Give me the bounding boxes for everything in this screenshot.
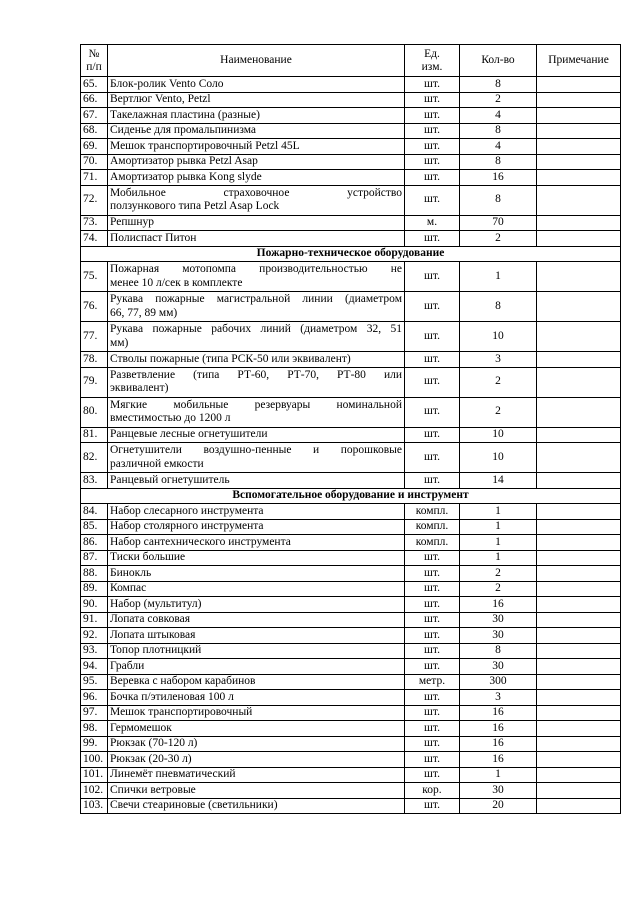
row-unit: шт. xyxy=(405,322,460,352)
table-row xyxy=(81,473,621,489)
row-name: Мешок транспортировочный xyxy=(108,705,405,721)
row-name: Свечи стеариновые (светильники) xyxy=(108,798,405,814)
row-quantity: 300 xyxy=(460,674,537,690)
row-name-line1: Разветвление (типа РТ-60, РТ-70, РТ-80 или xyxy=(110,368,402,381)
row-name: Мешок транспортировочный Petzl 45L xyxy=(108,139,405,155)
row-name-line2: различной емкости xyxy=(110,457,204,470)
row-unit: шт. xyxy=(405,443,460,473)
row-note xyxy=(537,519,621,535)
row-name: Ранцевые лесные огнетушители xyxy=(108,427,405,443)
row-name: Веревка с набором карабинов xyxy=(108,674,405,690)
row-quantity: 2 xyxy=(460,581,537,597)
row-name-line1: Пожарная мотопомпа производительностью не xyxy=(110,263,402,275)
row-name xyxy=(108,322,405,352)
row-name: Блок-ролик Vento Соло xyxy=(108,77,405,93)
table-row xyxy=(81,783,621,799)
row-note xyxy=(537,752,621,768)
header-name: Наименование xyxy=(108,45,405,77)
row-name: Ранцевый огнетушитель xyxy=(108,473,405,489)
row-unit: шт. xyxy=(405,690,460,706)
row-unit: шт. xyxy=(405,231,460,247)
row-number: 99. xyxy=(81,736,108,752)
row-number: 69. xyxy=(81,139,108,155)
row-quantity: 8 xyxy=(460,292,537,322)
row-number: 66. xyxy=(81,92,108,108)
table-row xyxy=(81,504,621,520)
row-unit: шт. xyxy=(405,736,460,752)
row-number: 82. xyxy=(81,443,108,473)
row-unit: шт. xyxy=(405,752,460,768)
table-row xyxy=(81,767,621,783)
row-name-line2: ползункового типа Petzl Asap Lock xyxy=(110,200,280,212)
row-note xyxy=(537,535,621,551)
row-note xyxy=(537,504,621,520)
table-row xyxy=(81,628,621,644)
row-quantity: 4 xyxy=(460,108,537,124)
row-quantity: 3 xyxy=(460,352,537,368)
section-row xyxy=(81,246,621,262)
row-note xyxy=(537,473,621,489)
row-number: 94. xyxy=(81,659,108,675)
table-row xyxy=(81,185,621,215)
row-note xyxy=(537,674,621,690)
row-name-line1: Огнетушители воздушно-пенные и порошковые xyxy=(110,444,402,456)
row-unit: шт. xyxy=(405,705,460,721)
row-quantity: 16 xyxy=(460,170,537,186)
row-name: Лопата совковая xyxy=(108,612,405,628)
row-note xyxy=(537,367,621,397)
row-unit: шт. xyxy=(405,92,460,108)
row-quantity: 8 xyxy=(460,643,537,659)
row-number: 81. xyxy=(81,427,108,443)
row-unit: шт. xyxy=(405,123,460,139)
table-row xyxy=(81,612,621,628)
row-name: Спички ветровые xyxy=(108,783,405,799)
table-row xyxy=(81,721,621,737)
row-quantity: 16 xyxy=(460,752,537,768)
row-unit: шт. xyxy=(405,367,460,397)
row-name-line2: эквивалент) xyxy=(110,382,169,394)
row-note xyxy=(537,292,621,322)
row-quantity: 20 xyxy=(460,798,537,814)
row-note xyxy=(537,185,621,215)
row-note xyxy=(537,397,621,427)
row-name: Амортизатор рывка Petzl Asap xyxy=(108,154,405,170)
row-number: 103. xyxy=(81,798,108,814)
table-row xyxy=(81,519,621,535)
row-quantity: 10 xyxy=(460,322,537,352)
row-name: Лопата штыковая xyxy=(108,628,405,644)
row-unit: компл. xyxy=(405,519,460,535)
row-quantity: 14 xyxy=(460,473,537,489)
row-unit: шт. xyxy=(405,108,460,124)
row-quantity: 30 xyxy=(460,628,537,644)
row-unit: м. xyxy=(405,215,460,231)
row-name xyxy=(108,367,405,397)
row-number: 73. xyxy=(81,215,108,231)
row-unit: шт. xyxy=(405,427,460,443)
row-name-line1: Рукава пожарные рабочих линий (диаметром 32, 51 xyxy=(110,323,402,335)
row-name: Гермомешок xyxy=(108,721,405,737)
table-row xyxy=(81,77,621,93)
row-name: Бинокль xyxy=(108,566,405,582)
row-name: Бочка п/этиленовая 100 л xyxy=(108,690,405,706)
row-unit: шт. xyxy=(405,292,460,322)
section-title: Пожарно-техническое оборудование xyxy=(81,246,621,262)
row-number: 98. xyxy=(81,721,108,737)
row-unit: шт. xyxy=(405,397,460,427)
table-row xyxy=(81,352,621,368)
row-number: 75. xyxy=(81,262,108,292)
table-row xyxy=(81,690,621,706)
table-row xyxy=(81,292,621,322)
table-row xyxy=(81,231,621,247)
row-unit: шт. xyxy=(405,352,460,368)
row-number: 97. xyxy=(81,705,108,721)
row-quantity: 2 xyxy=(460,92,537,108)
header-unit: Ед. изм. xyxy=(405,45,460,77)
table-row xyxy=(81,154,621,170)
row-note xyxy=(537,721,621,737)
row-unit: шт. xyxy=(405,643,460,659)
row-name: Набор столярного инструмента xyxy=(108,519,405,535)
header-qty: Кол-во xyxy=(460,45,537,77)
row-number: 77. xyxy=(81,322,108,352)
row-name: Репшнур xyxy=(108,215,405,231)
table-row xyxy=(81,674,621,690)
row-note xyxy=(537,736,621,752)
row-number: 88. xyxy=(81,566,108,582)
row-quantity: 8 xyxy=(460,185,537,215)
header-row xyxy=(81,45,621,77)
row-name-line2: мм) xyxy=(110,336,129,349)
equipment-table xyxy=(80,44,621,814)
row-name xyxy=(108,262,405,292)
row-quantity: 10 xyxy=(460,443,537,473)
row-name: Рюкзак (70-120 л) xyxy=(108,736,405,752)
table-row xyxy=(81,92,621,108)
row-number: 78. xyxy=(81,352,108,368)
row-note xyxy=(537,783,621,799)
row-quantity: 16 xyxy=(460,721,537,737)
row-number: 86. xyxy=(81,535,108,551)
table-row xyxy=(81,597,621,613)
header-note: Примечание xyxy=(537,45,621,77)
row-number: 89. xyxy=(81,581,108,597)
row-unit: шт. xyxy=(405,566,460,582)
row-number: 83. xyxy=(81,473,108,489)
table-row xyxy=(81,659,621,675)
row-name: Набор слесарного инструмента xyxy=(108,504,405,520)
row-number: 67. xyxy=(81,108,108,124)
row-number: 76. xyxy=(81,292,108,322)
table-row xyxy=(81,643,621,659)
row-note xyxy=(537,550,621,566)
row-unit: метр. xyxy=(405,674,460,690)
row-name xyxy=(108,397,405,427)
table-row xyxy=(81,566,621,582)
row-number: 101. xyxy=(81,767,108,783)
row-quantity: 16 xyxy=(460,705,537,721)
table-row xyxy=(81,170,621,186)
row-name-line1: Мобильное страховочное устройство xyxy=(110,186,402,199)
table-body xyxy=(81,77,621,814)
row-number: 96. xyxy=(81,690,108,706)
row-note xyxy=(537,643,621,659)
row-note xyxy=(537,581,621,597)
row-unit: шт. xyxy=(405,628,460,644)
row-unit: шт. xyxy=(405,262,460,292)
row-note xyxy=(537,659,621,675)
row-number: 65. xyxy=(81,77,108,93)
table-row xyxy=(81,262,621,292)
row-unit: шт. xyxy=(405,185,460,215)
row-name: Полиспаст Питон xyxy=(108,231,405,247)
row-number: 93. xyxy=(81,643,108,659)
row-quantity: 1 xyxy=(460,504,537,520)
row-unit: шт. xyxy=(405,581,460,597)
row-name: Тиски большие xyxy=(108,550,405,566)
row-quantity: 8 xyxy=(460,154,537,170)
table-row xyxy=(81,215,621,231)
row-note xyxy=(537,597,621,613)
row-number: 102. xyxy=(81,783,108,799)
row-quantity: 1 xyxy=(460,262,537,292)
table-row xyxy=(81,108,621,124)
row-name: Топор плотницкий xyxy=(108,643,405,659)
row-number: 91. xyxy=(81,612,108,628)
table-row xyxy=(81,752,621,768)
row-number: 87. xyxy=(81,550,108,566)
table-row xyxy=(81,535,621,551)
row-name xyxy=(108,443,405,473)
row-number: 68. xyxy=(81,123,108,139)
table-row xyxy=(81,123,621,139)
row-quantity: 16 xyxy=(460,597,537,613)
row-note xyxy=(537,705,621,721)
row-note xyxy=(537,92,621,108)
row-number: 95. xyxy=(81,674,108,690)
row-unit: компл. xyxy=(405,504,460,520)
row-unit: шт. xyxy=(405,550,460,566)
row-quantity: 4 xyxy=(460,139,537,155)
row-unit: шт. xyxy=(405,170,460,186)
row-number: 100. xyxy=(81,752,108,768)
row-note xyxy=(537,443,621,473)
row-number: 80. xyxy=(81,397,108,427)
row-number: 70. xyxy=(81,154,108,170)
row-note xyxy=(537,123,621,139)
row-note xyxy=(537,108,621,124)
row-note xyxy=(537,690,621,706)
row-quantity: 2 xyxy=(460,566,537,582)
table-row xyxy=(81,397,621,427)
row-number: 79. xyxy=(81,367,108,397)
row-quantity: 2 xyxy=(460,397,537,427)
row-name-line2: менее 10 л/сек в комплекте xyxy=(110,276,243,289)
row-name-line1: Мягкие мобильные резервуары номинальной xyxy=(110,398,402,411)
row-note xyxy=(537,352,621,368)
row-name-line2: 66, 77, 89 мм) xyxy=(110,306,178,319)
row-unit: шт. xyxy=(405,798,460,814)
row-unit: шт. xyxy=(405,659,460,675)
table-row xyxy=(81,798,621,814)
row-note xyxy=(537,154,621,170)
row-name: Набор (мультитул) xyxy=(108,597,405,613)
row-name xyxy=(108,292,405,322)
row-unit: шт. xyxy=(405,154,460,170)
table-row xyxy=(81,581,621,597)
row-name: Вертлюг Vento, Petzl xyxy=(108,92,405,108)
table-row xyxy=(81,550,621,566)
row-quantity: 70 xyxy=(460,215,537,231)
row-name: Стволы пожарные (типа РСК-50 или эквивалент) xyxy=(108,352,405,368)
row-name: Рюкзак (20-30 л) xyxy=(108,752,405,768)
table-row xyxy=(81,427,621,443)
row-number: 84. xyxy=(81,504,108,520)
section-title: Вспомогательное оборудование и инструмент xyxy=(81,488,621,504)
row-quantity: 30 xyxy=(460,612,537,628)
row-name: Линемёт пневматический xyxy=(108,767,405,783)
row-number: 92. xyxy=(81,628,108,644)
table-row xyxy=(81,367,621,397)
row-quantity: 1 xyxy=(460,519,537,535)
row-quantity: 10 xyxy=(460,427,537,443)
row-name-line2: вместимостью до 1200 л xyxy=(110,412,231,424)
row-name xyxy=(108,185,405,215)
row-unit: кор. xyxy=(405,783,460,799)
row-note xyxy=(537,170,621,186)
row-unit: шт. xyxy=(405,612,460,628)
row-quantity: 2 xyxy=(460,367,537,397)
row-number: 90. xyxy=(81,597,108,613)
section-row xyxy=(81,488,621,504)
row-unit: шт. xyxy=(405,767,460,783)
row-unit: шт. xyxy=(405,597,460,613)
row-number: 71. xyxy=(81,170,108,186)
row-note xyxy=(537,798,621,814)
row-name: Набор сантехнического инструмента xyxy=(108,535,405,551)
row-quantity: 1 xyxy=(460,535,537,551)
row-quantity: 16 xyxy=(460,736,537,752)
table-row xyxy=(81,443,621,473)
row-note xyxy=(537,139,621,155)
row-quantity: 3 xyxy=(460,690,537,706)
row-name: Компас xyxy=(108,581,405,597)
row-note xyxy=(537,262,621,292)
header-num: № п/п xyxy=(81,45,108,77)
row-unit: шт. xyxy=(405,473,460,489)
row-note xyxy=(537,612,621,628)
row-quantity: 8 xyxy=(460,123,537,139)
row-note xyxy=(537,215,621,231)
row-note xyxy=(537,566,621,582)
row-quantity: 30 xyxy=(460,783,537,799)
row-name: Сиденье для промальпинизма xyxy=(108,123,405,139)
row-quantity: 2 xyxy=(460,231,537,247)
row-quantity: 30 xyxy=(460,659,537,675)
row-number: 74. xyxy=(81,231,108,247)
row-quantity: 8 xyxy=(460,77,537,93)
row-note xyxy=(537,231,621,247)
row-quantity: 1 xyxy=(460,550,537,566)
row-note xyxy=(537,77,621,93)
row-unit: шт. xyxy=(405,139,460,155)
row-note xyxy=(537,767,621,783)
row-number: 85. xyxy=(81,519,108,535)
row-unit: шт. xyxy=(405,77,460,93)
row-quantity: 1 xyxy=(460,767,537,783)
table-row xyxy=(81,705,621,721)
row-name: Грабли xyxy=(108,659,405,675)
row-note xyxy=(537,628,621,644)
table-row xyxy=(81,139,621,155)
table-row xyxy=(81,322,621,352)
row-name: Амортизатор рывка Kong slyde xyxy=(108,170,405,186)
row-note xyxy=(537,322,621,352)
row-name-line1: Рукава пожарные магистральной линии (диаметром xyxy=(110,293,402,305)
row-note xyxy=(537,427,621,443)
row-number: 72. xyxy=(81,185,108,215)
row-name: Такелажная пластина (разные) xyxy=(108,108,405,124)
table-row xyxy=(81,736,621,752)
row-unit: компл. xyxy=(405,535,460,551)
row-unit: шт. xyxy=(405,721,460,737)
